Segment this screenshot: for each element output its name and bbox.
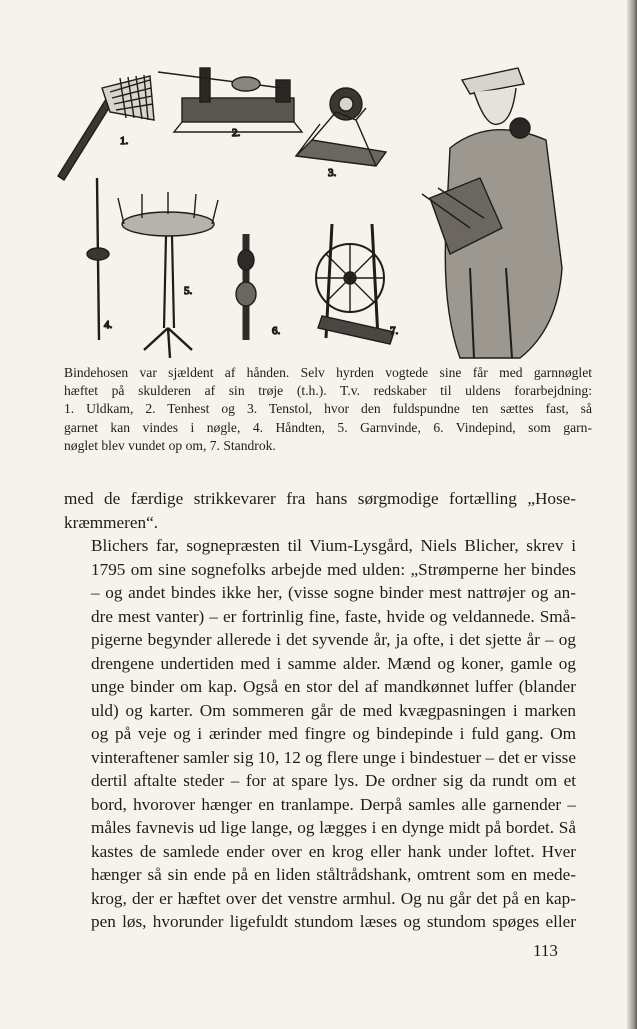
- text-line: dertil aftalte steder – for at spare lys. De ordner sig da rundt om et: [91, 771, 576, 790]
- text-line: unge binder om kap. Også en stor del af mandkønnet luffer (blander: [91, 677, 576, 696]
- yarn-winder-drawing: [118, 192, 218, 358]
- text-line: kræmmeren“.: [64, 512, 159, 532]
- text-line: vinteraftener samler sig 10, 12 og flere unge i bindestuer – det er visse: [91, 747, 576, 767]
- figure-label-2: 2.: [232, 127, 241, 139]
- figure-label-4: 4.: [104, 319, 113, 331]
- caption-line: garnet kan vindes i nøgle, 4. Håndten, 5. Garnvinde, 6. Vindepind, som garn-: [64, 419, 592, 435]
- text-line: kastes de samlede ender over en krog eller hank under loftet. Hver: [91, 841, 576, 861]
- figure-caption: [64, 364, 592, 455]
- text-line: og på veje og i ærinder med fingre og bindepinde i fuld gang. Om: [91, 724, 576, 743]
- tools-illustration: [50, 28, 570, 380]
- text-line: krog, der er hæftet over det venstre armhul. Og nu går det på en kap-: [91, 888, 576, 908]
- caption-line: nøglet blev vundet op om, 7. Standrok.: [64, 437, 276, 453]
- figure-label-3: 3.: [328, 167, 337, 179]
- text-line: med de færdige strikkevarer fra hans sørgmodige fortælling „Hose-: [64, 489, 576, 508]
- winding-chair-drawing: [296, 88, 386, 166]
- text-line: Blichers far, sognepræsten til Vium-Lysgård, Niels Blicher, skrev i: [91, 536, 576, 555]
- text-line: uld) og karter. Om sommeren går de med kvægpasningen i marken: [91, 700, 576, 720]
- text-line: måles favnevis ud lige lange, og lægges i en dynge midt på bordet. Så: [91, 818, 576, 837]
- text-line: – og andet bindes ikke her, (visse sogne binder mest nattrøjer og an-: [91, 583, 576, 602]
- text-line: hænger så sin ende på en liden ståltrådshank, omtrent som en mede-: [91, 865, 576, 884]
- text-line: bord, hvorover hænger en tranlampe. Derpå samles alle garnender –: [91, 794, 576, 814]
- figure-label-1: 1.: [120, 135, 129, 147]
- wool-comb-drawing: [58, 75, 154, 180]
- text-line: pen løs, hvorunder ligefuldt stundom læses og stundom spøges eller: [91, 912, 576, 931]
- paragraph-continuation: [64, 487, 576, 534]
- body-text: [64, 487, 576, 934]
- caption-line: 1. Uldkam, 2. Tenhest og 3. Tenstol, hvor den fuldspundne ten sættes fast, så: [64, 401, 592, 417]
- spinning-wheel-drawing: [316, 224, 394, 344]
- text-line: 1795 om sine sognefolks arbejde med ulden: „Strømperne her bindes: [91, 559, 576, 579]
- text-line: dre mest vanter) – er fortrinlig fine, faste, hvide og veldannede. Små-: [91, 606, 576, 626]
- figure-label-5: 5.: [184, 285, 193, 297]
- shepherd-knitting-drawing: [422, 68, 562, 358]
- caption-line: Bindehosen var sjældent af hånden. Selv hyrden vogtede sine får med garnnøglet: [64, 365, 592, 380]
- winding-stick-drawing: [236, 234, 256, 340]
- text-line: drengene undertiden med i samme alder. Mænd og koner, gamle og: [91, 653, 576, 673]
- spindle-stand-drawing: [158, 68, 302, 132]
- page-number: 113: [533, 941, 558, 960]
- figure-label-6: 6.: [272, 325, 281, 337]
- page-edge-shadow: [627, 0, 637, 1029]
- figure-label-7: 7.: [390, 325, 399, 337]
- caption-line: hæftet på skulderen af sin trøje (t.h.). T.v. redskaber til uldens forarbejdning:: [64, 383, 592, 399]
- paragraph-blicher: [64, 534, 576, 934]
- hand-spindle-drawing: [87, 178, 109, 340]
- text-line: pigerne begynder allerede i det syvende år, ja ofte, i det sjette år – og: [91, 630, 576, 649]
